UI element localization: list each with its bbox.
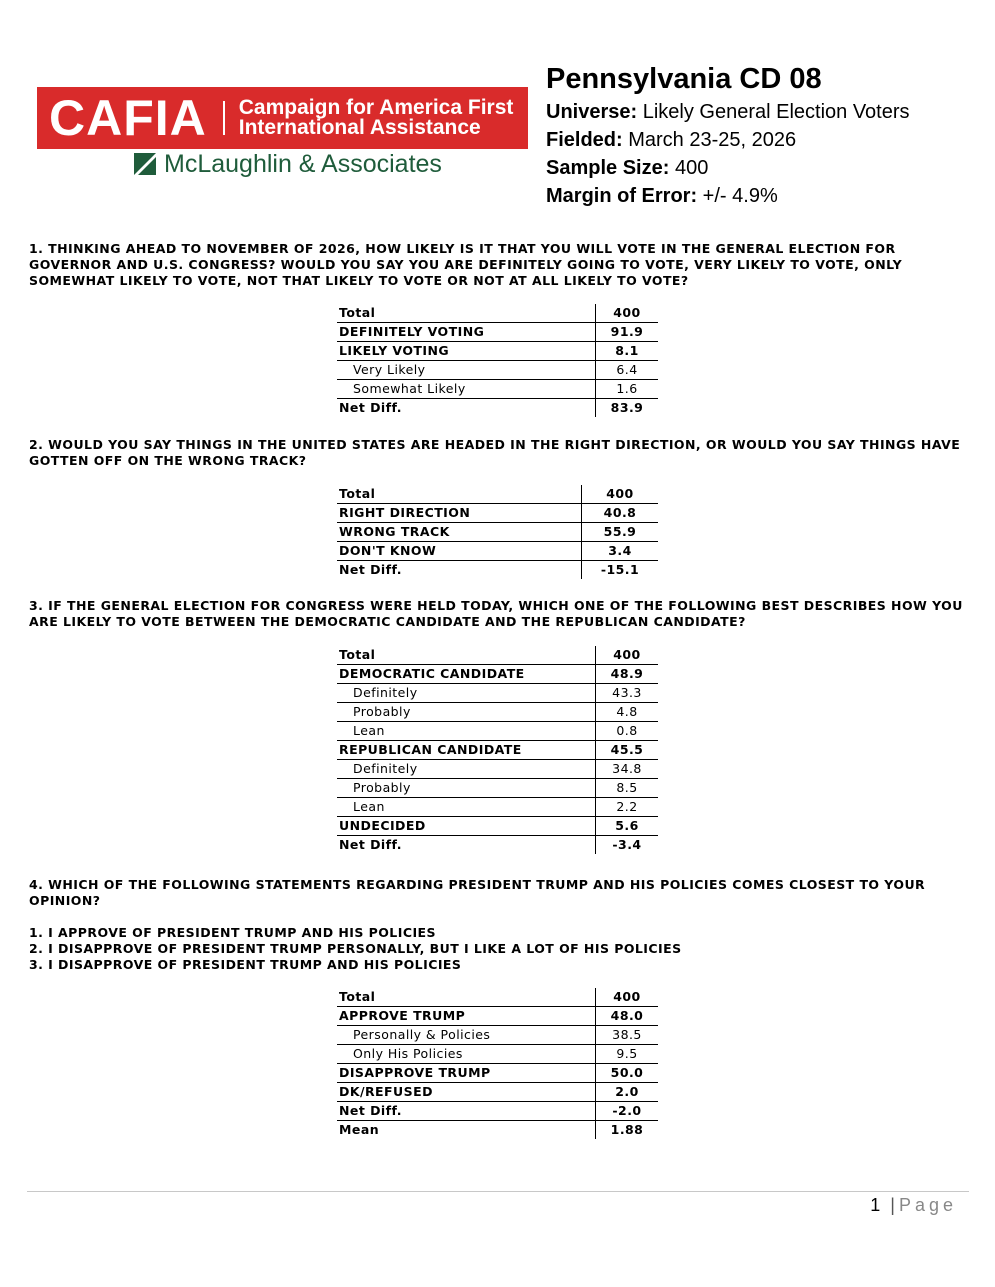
moe-value: +/- 4.9% <box>697 185 778 207</box>
row-value: 0.8 <box>596 722 659 741</box>
row-label: DEFINITELY VOTING <box>337 323 596 342</box>
firm-name: McLaughlin & Associates <box>164 149 442 178</box>
row-value: -3.4 <box>612 837 642 852</box>
row-label: Probably <box>337 779 596 798</box>
row-label: UNDECIDED <box>337 817 596 836</box>
logo-acronym: CAFIA <box>49 90 207 146</box>
table-row <box>337 1102 658 1121</box>
table-row <box>337 523 658 542</box>
logo-name-line2: International Assistance <box>238 116 481 139</box>
moe-line <box>546 182 910 210</box>
row-value: 45.5 <box>596 741 659 760</box>
row-label: DISAPPROVE TRUMP <box>337 1064 596 1083</box>
mclaughlin-mark-icon <box>134 153 156 175</box>
universe-label: Universe: <box>546 101 638 123</box>
row-label: Only His Policies <box>337 1045 596 1064</box>
row-label: Very Likely <box>337 361 596 380</box>
row-label: APPROVE TRUMP <box>337 1007 596 1026</box>
moe-label: Margin of Error: <box>546 185 698 207</box>
table-row <box>337 1007 658 1026</box>
row-label: Definitely <box>337 760 596 779</box>
table-row <box>337 1026 658 1045</box>
row-label: Somewhat Likely <box>337 380 596 399</box>
row-value: 5.6 <box>596 817 659 836</box>
cafia-logo <box>37 87 528 149</box>
page-number: 1 <box>870 1195 881 1215</box>
row-value: 3.4 <box>582 542 659 561</box>
table-row <box>337 836 658 855</box>
row-value: -15.1 <box>600 562 640 577</box>
table-row <box>337 1064 658 1083</box>
row-label: Net Diff. <box>337 561 582 580</box>
page-title: Pennsylvania CD 08 <box>546 63 822 95</box>
sample-label: Sample Size: <box>546 157 670 179</box>
logo-name <box>239 98 514 138</box>
table-row <box>337 798 658 817</box>
table-row <box>337 380 658 399</box>
sample-line <box>546 154 910 182</box>
row-label: Personally & Policies <box>337 1026 596 1045</box>
question-1-text: 1. THINKING AHEAD TO NOVEMBER OF 2026, HOW LIKELY IS IT THAT YOU WILL VOTE IN THE GENERAL ELECTION FOR GOVERNOR AND U.S. CONGRESS? WOULD YOU SAY YOU ARE DEFINITELY GOING TO VOTE, VERY LIKELY TO VOTE, ONLY SOMEWHAT LIKELY TO VOTE, NOT THAT LIKELY TO VOTE OR NOT AT ALL LIKELY TO VOTE? <box>29 241 903 288</box>
sample-value: 400 <box>669 157 709 179</box>
table-row <box>337 817 658 836</box>
row-value: 43.3 <box>596 684 659 703</box>
row-value: 400 <box>582 485 659 504</box>
row-value: 6.4 <box>596 361 659 380</box>
fielded-line <box>546 126 910 154</box>
table-row <box>337 1083 658 1102</box>
row-label: DK/REFUSED <box>337 1083 596 1102</box>
table-row <box>337 703 658 722</box>
row-label: Total <box>337 988 596 1007</box>
row-value: 83.9 <box>610 400 644 415</box>
row-value: 34.8 <box>596 760 659 779</box>
row-label: Total <box>337 485 582 504</box>
table-row <box>337 323 658 342</box>
row-label: Definitely <box>337 684 596 703</box>
question-4-text: 4. WHICH OF THE FOLLOWING STATEMENTS REGARDING PRESIDENT TRUMP AND HIS POLICIES COMES CLOSEST TO YOUR OPINION? <box>29 877 926 908</box>
table-row <box>337 988 658 1007</box>
row-label: DON'T KNOW <box>337 542 582 561</box>
row-value: 2.0 <box>596 1083 659 1102</box>
table-row <box>337 361 658 380</box>
row-value: 1.6 <box>596 380 659 399</box>
table-row <box>337 779 658 798</box>
question-1-table <box>337 304 658 417</box>
table-row <box>337 561 658 580</box>
table-row <box>337 1121 658 1140</box>
row-value: 55.9 <box>582 523 659 542</box>
question-4-table <box>337 988 658 1139</box>
table-row <box>337 342 658 361</box>
table-row <box>337 665 658 684</box>
row-value: 91.9 <box>596 323 659 342</box>
row-label: Total <box>337 304 596 323</box>
row-value: -2.0 <box>596 1102 659 1121</box>
question-3-table <box>337 646 658 854</box>
question-4-option: 3. I DISAPPROVE OF PRESIDENT TRUMP AND HIS POLICIES <box>29 957 462 972</box>
question-4-option: 2. I DISAPPROVE OF PRESIDENT TRUMP PERSONALLY, BUT I LIKE A LOT OF HIS POLICIES <box>29 941 682 956</box>
table-row <box>337 542 658 561</box>
logo-divider <box>223 101 225 135</box>
row-value: 4.8 <box>596 703 659 722</box>
fielded-value: March 23-25, 2026 <box>622 129 797 151</box>
logo-name-line1: Campaign for America First <box>238 96 514 119</box>
row-value: 1.88 <box>610 1122 644 1137</box>
row-value: 400 <box>596 646 659 665</box>
row-label: RIGHT DIRECTION <box>337 504 582 523</box>
footer-divider <box>27 1191 969 1192</box>
row-value: 40.8 <box>582 504 659 523</box>
fielded-label: Fielded: <box>546 129 623 151</box>
table-row <box>337 684 658 703</box>
row-value: 2.2 <box>596 798 659 817</box>
row-label: Lean <box>337 798 596 817</box>
question-2-table <box>337 485 658 579</box>
row-label: WRONG TRACK <box>337 523 582 542</box>
question-2-text: 2. WOULD YOU SAY THINGS IN THE UNITED STATES ARE HEADED IN THE RIGHT DIRECTION, OR WOULD YOU SAY THINGS HAVE GOTTEN OFF ON THE WRONG TRACK? <box>29 437 961 468</box>
question-4-option: 1. I APPROVE OF PRESIDENT TRUMP AND HIS POLICIES <box>29 925 436 940</box>
survey-header <box>546 60 910 210</box>
row-label: Mean <box>337 1121 596 1140</box>
row-label: DEMOCRATIC CANDIDATE <box>337 665 596 684</box>
row-label: Probably <box>337 703 596 722</box>
table-row <box>337 304 658 323</box>
table-row <box>337 722 658 741</box>
table-row <box>337 485 658 504</box>
page-separator: | <box>890 1195 895 1215</box>
table-row <box>337 646 658 665</box>
table-row <box>337 760 658 779</box>
row-label: LIKELY VOTING <box>337 342 596 361</box>
row-value: 400 <box>596 988 659 1007</box>
universe-line <box>546 98 910 126</box>
page-footer <box>870 1195 957 1216</box>
row-value: 50.0 <box>596 1064 659 1083</box>
row-label: Net Diff. <box>337 399 596 418</box>
universe-value: Likely General Election Voters <box>637 101 910 123</box>
row-label: REPUBLICAN CANDIDATE <box>337 741 596 760</box>
table-row <box>337 399 658 418</box>
row-value: 8.5 <box>596 779 659 798</box>
row-value: 48.9 <box>596 665 659 684</box>
row-label: Lean <box>337 722 596 741</box>
mclaughlin-logo <box>134 148 442 180</box>
page-label: Page <box>898 1195 957 1215</box>
row-value: 400 <box>596 304 659 323</box>
row-value: 38.5 <box>596 1026 659 1045</box>
table-row <box>337 1045 658 1064</box>
row-label: Total <box>337 646 596 665</box>
row-value: 48.0 <box>596 1007 659 1026</box>
question-3-text: 3. IF THE GENERAL ELECTION FOR CONGRESS WERE HELD TODAY, WHICH ONE OF THE FOLLOWING BEST DESCRIBES HOW YOU ARE LIKELY TO VOTE BETWEEN THE DEMOCRATIC CANDIDATE AND THE REPUBLICAN CANDIDATE? <box>29 598 963 629</box>
table-row <box>337 504 658 523</box>
row-value: 8.1 <box>596 342 659 361</box>
table-row <box>337 741 658 760</box>
row-label: Net Diff. <box>337 1102 596 1121</box>
row-label: Net Diff. <box>337 836 596 855</box>
row-value: 9.5 <box>596 1045 659 1064</box>
